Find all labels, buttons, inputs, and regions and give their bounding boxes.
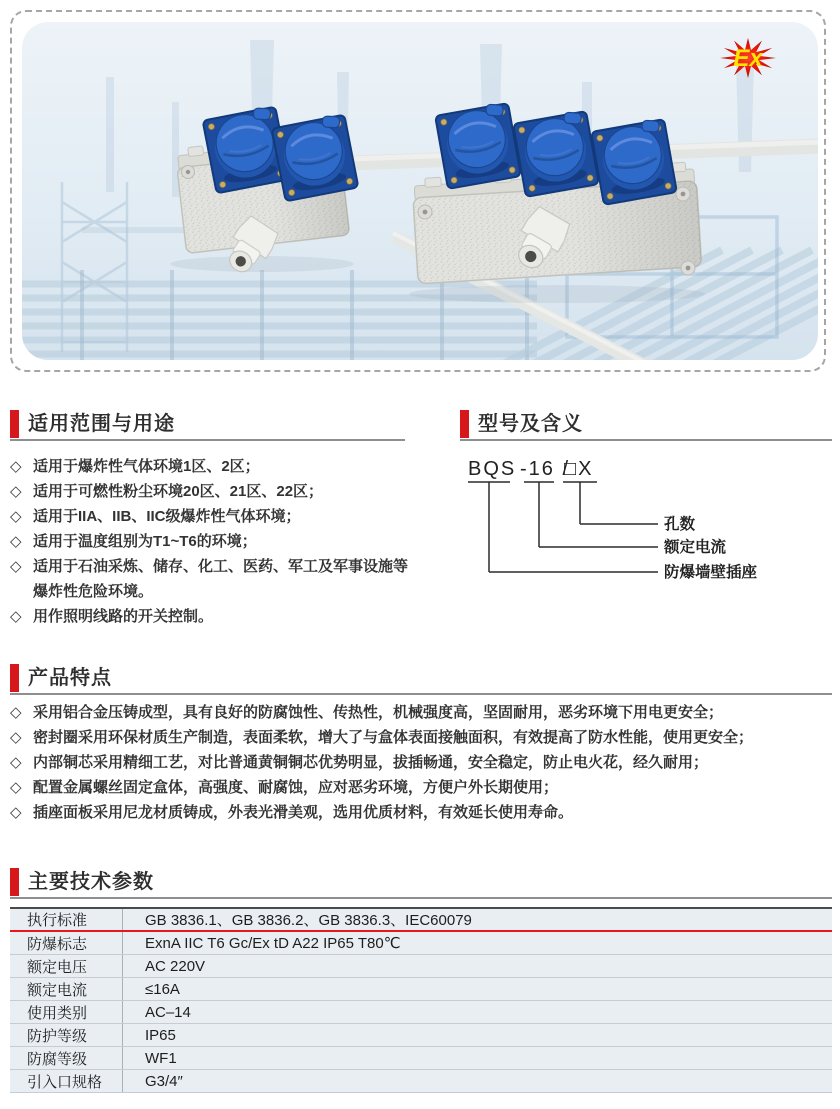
param-label: 使用类别 <box>10 1001 123 1023</box>
feature-item <box>10 750 832 775</box>
usage-item <box>10 479 414 504</box>
section-header-usage <box>10 409 405 441</box>
section-title-params: 主要技术参数 <box>28 871 154 893</box>
param-value: GB 3836.1、GB 3836.2、GB 3836.3、IEC60079 <box>145 912 472 929</box>
socket-plate <box>435 100 521 188</box>
usage-item-text: 适用于爆炸性气体环境1区、2区； <box>33 458 260 475</box>
model-code-prefix: BQS <box>468 458 517 480</box>
table-row <box>10 1001 832 1024</box>
diamond-bullet-icon: ◇ <box>10 558 22 575</box>
box-shadow <box>170 256 354 272</box>
diamond-bullet-icon: ◇ <box>10 779 22 796</box>
diamond-bullet-icon: ◇ <box>10 754 22 771</box>
socket-box-3gang <box>412 100 702 283</box>
model-code-diagram <box>460 448 840 588</box>
param-value: G3/4″ <box>145 1072 183 1090</box>
section-header-model <box>460 409 832 441</box>
socket-plate <box>513 108 599 196</box>
usage-item <box>10 604 414 629</box>
feature-item-text: 配置金属螺丝固定盒体，高强度、耐腐蚀，应对恶劣环境，方便户外长期使用； <box>33 779 559 796</box>
section-title-usage: 适用范围与用途 <box>28 413 175 435</box>
diamond-bullet-icon: ◇ <box>10 704 22 721</box>
usage-item-text: 用作照明线路的开关控制。 <box>33 608 214 625</box>
model-connector-lines <box>468 482 658 572</box>
feature-item <box>10 775 832 800</box>
param-value: ≤16A <box>145 980 180 998</box>
diamond-bullet-icon: ◇ <box>10 508 22 525</box>
param-label: 防腐等级 <box>10 1047 123 1069</box>
red-bar-icon <box>10 868 19 896</box>
diamond-bullet-icon: ◇ <box>10 533 22 550</box>
product-photo-scene <box>22 22 818 360</box>
usage-item-text: 适用于IIA、IIB、IIC级爆炸性气体环境； <box>33 508 301 525</box>
param-label: 引入口规格 <box>10 1070 123 1092</box>
table-row <box>10 909 832 932</box>
socket-plate <box>271 112 358 201</box>
param-label: 防护等级 <box>10 1024 123 1046</box>
param-value: AC 220V <box>145 957 206 975</box>
feature-item <box>10 800 832 825</box>
box-shadow <box>409 285 705 303</box>
usage-item <box>10 529 414 554</box>
usage-item-text: 适用于石油采炼、储存、化工、医药、军工及军事设施等爆炸性危险环境。 <box>33 558 409 600</box>
diamond-bullet-icon: ◇ <box>10 729 22 746</box>
table-row <box>10 1047 832 1070</box>
model-code-mid: -16 / <box>520 458 571 480</box>
ex-badge-label: Ex <box>733 45 763 72</box>
param-label: 执行标准 <box>10 909 123 930</box>
feature-item <box>10 725 832 750</box>
diamond-bullet-icon: ◇ <box>10 458 22 475</box>
feature-item-text: 内部铜芯采用精细工艺，对比普通黄铜铜芯优势明显，拔插畅通，安全稳定，防止电火花，经久耐用； <box>33 754 709 771</box>
model-label-holes: 孔数 <box>664 516 696 533</box>
param-value: ExnA IIC T6 Gc/Ex tD A22 IP65 T80℃ <box>145 935 401 952</box>
table-row <box>10 978 832 1001</box>
model-label-current: 额定电流 <box>664 539 727 556</box>
red-bar-icon <box>10 410 19 438</box>
socket-plate <box>591 116 677 204</box>
features-list <box>10 700 832 825</box>
product-photo <box>22 22 818 360</box>
param-value: AC–14 <box>145 1003 191 1021</box>
param-label: 防爆标志 <box>10 932 123 954</box>
model-label-product: 防爆墙壁插座 <box>664 564 758 581</box>
table-row <box>10 955 832 978</box>
param-value: WF1 <box>145 1049 177 1067</box>
diamond-bullet-icon: ◇ <box>10 608 22 625</box>
red-bar-icon <box>460 410 469 438</box>
tech-params-table <box>10 907 832 1093</box>
feature-item-text: 插座面板采用尼龙材质铸成，外表光滑美观，选用优质材料，有效延长使用寿命。 <box>33 804 574 821</box>
usage-item-text: 适用于可燃性粉尘环境20区、21区、22区； <box>33 483 324 500</box>
feature-item-text: 密封圈采用环保材质生产制造，表面柔软，增大了与盒体表面接触面积，有效提高了防水性能，使用更安全； <box>33 729 754 746</box>
param-value: IP65 <box>145 1026 176 1044</box>
section-header-features <box>10 663 832 695</box>
section-title-model: 型号及含义 <box>478 413 583 435</box>
section-header-params <box>10 867 832 899</box>
section-title-features: 产品特点 <box>28 667 112 689</box>
model-code-suffix: □X <box>564 458 594 480</box>
usage-item-text: 适用于温度组别为T1~T6的环境； <box>33 533 257 550</box>
table-row <box>10 932 832 955</box>
table-row <box>10 1024 832 1047</box>
table-row <box>10 1070 832 1093</box>
param-label: 额定电压 <box>10 955 123 977</box>
usage-item <box>10 454 414 479</box>
diamond-bullet-icon: ◇ <box>10 804 22 821</box>
usage-item <box>10 504 414 529</box>
usage-item <box>10 554 414 604</box>
feature-item-text: 采用铝合金压铸成型，具有良好的防腐蚀性、传热性，机械强度高，坚固耐用，恶劣环境下用电更安全； <box>33 704 724 721</box>
red-bar-icon <box>10 664 19 692</box>
diamond-bullet-icon: ◇ <box>10 483 22 500</box>
usage-list <box>10 454 414 629</box>
param-label: 额定电流 <box>10 978 123 1000</box>
feature-item <box>10 700 832 725</box>
